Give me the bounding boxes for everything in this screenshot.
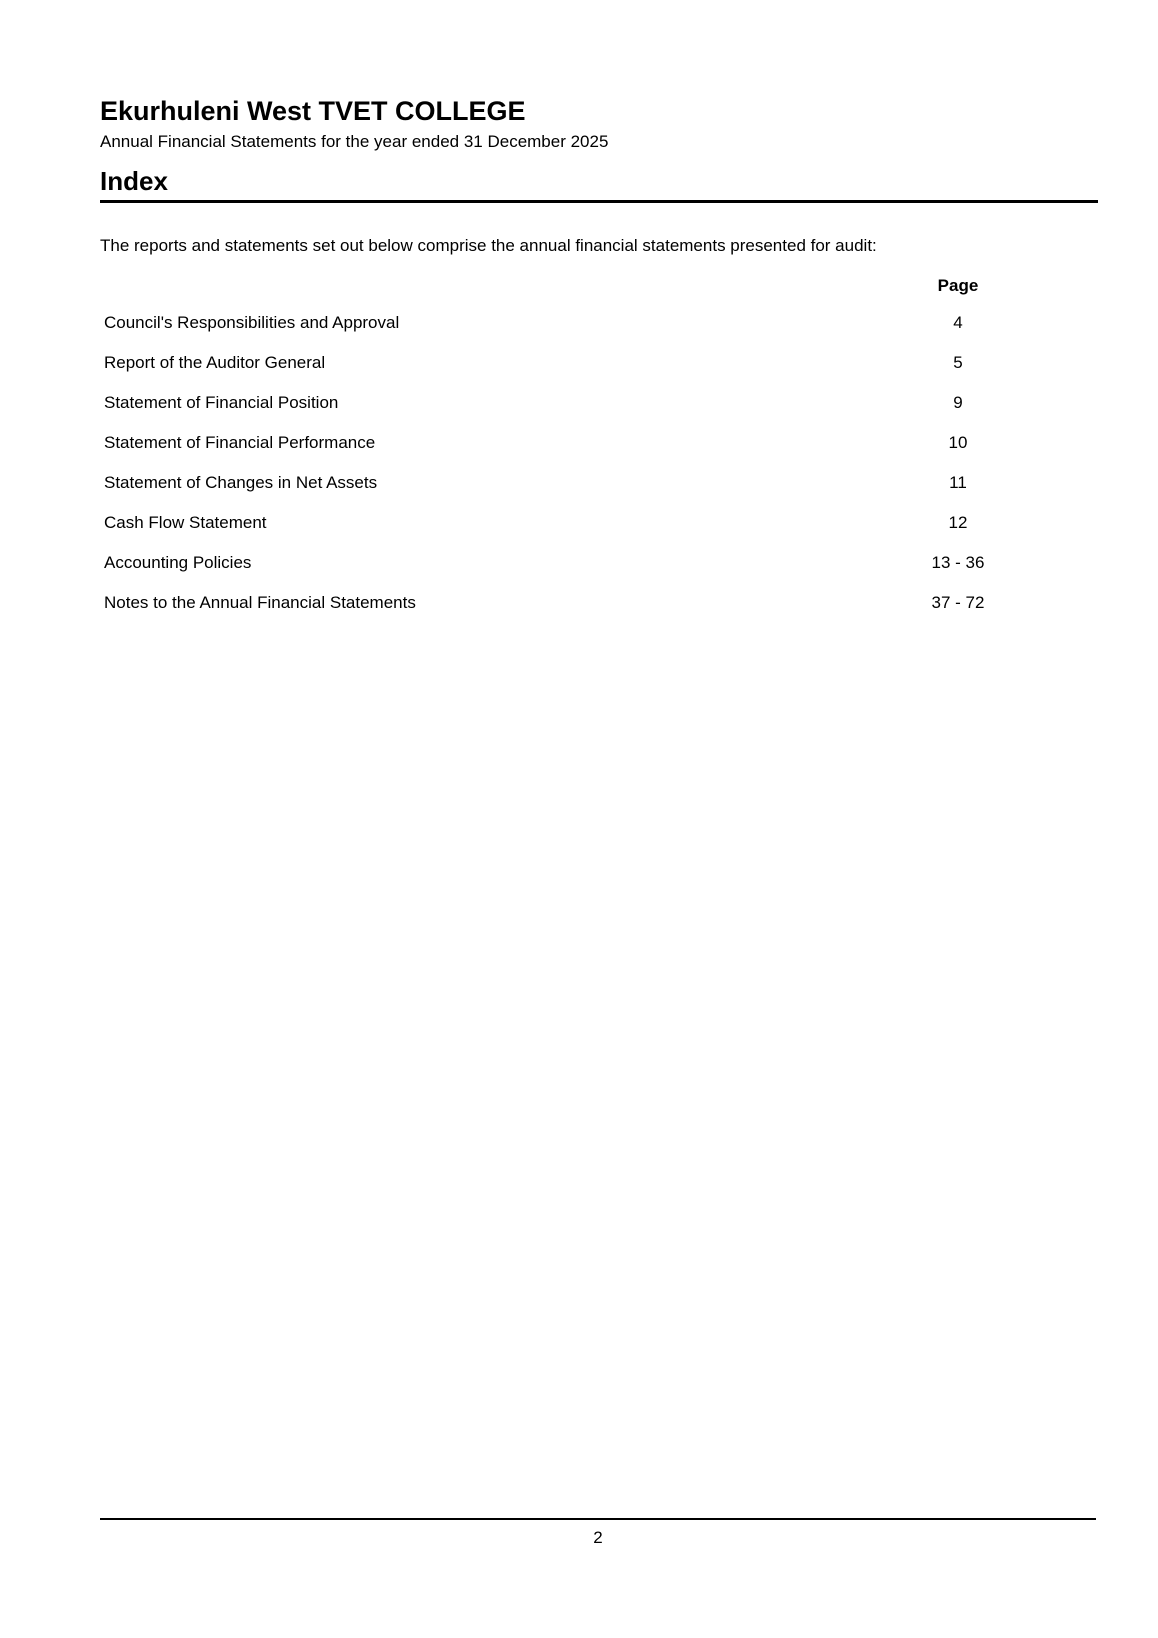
document-subtitle: Annual Financial Statements for the year ended 31 December 2025: [100, 132, 609, 151]
page-number: 2: [593, 1528, 603, 1547]
toc-entry-page: 9: [953, 393, 963, 412]
toc-entry-label: Council's Responsibilities and Approval: [104, 313, 400, 332]
toc-entry-label: Statement of Changes in Net Assets: [104, 473, 378, 492]
header-divider: [100, 200, 1098, 203]
section-title: Index: [100, 166, 168, 196]
table-of-contents: [100, 314, 1060, 634]
toc-entry-label: Accounting Policies: [104, 553, 252, 572]
page-column-header: Page: [937, 276, 979, 295]
toc-entry-label: Report of the Auditor General: [104, 353, 326, 372]
toc-entry: [100, 594, 1060, 634]
toc-entry: [100, 514, 1060, 554]
toc-entry-page: 4: [953, 313, 963, 332]
toc-entry-page: 11: [949, 473, 967, 492]
toc-entry: [100, 394, 1060, 434]
toc-entry: [100, 474, 1060, 514]
toc-entry-page: 13 - 36: [931, 553, 985, 572]
toc-entry: [100, 314, 1060, 354]
toc-entry-label: Cash Flow Statement: [104, 513, 267, 532]
toc-entry-page: 10: [948, 433, 968, 452]
toc-entry-page: 12: [948, 513, 968, 532]
footer-divider: [100, 1518, 1096, 1520]
toc-entry: [100, 434, 1060, 474]
intro-text: The reports and statements set out below comprise the annual financial statements presented for audit:: [100, 236, 877, 255]
toc-entry-page: 5: [953, 353, 963, 372]
toc-entry-label: Statement of Financial Performance: [104, 433, 376, 452]
toc-entry: [100, 554, 1060, 594]
toc-entry-page: 37 - 72: [931, 593, 985, 612]
toc-entry-label: Notes to the Annual Financial Statements: [104, 593, 416, 612]
toc-entry: [100, 354, 1060, 394]
organization-name: Ekurhuleni West TVET COLLEGE: [100, 96, 526, 126]
toc-entry-label: Statement of Financial Position: [104, 393, 339, 412]
